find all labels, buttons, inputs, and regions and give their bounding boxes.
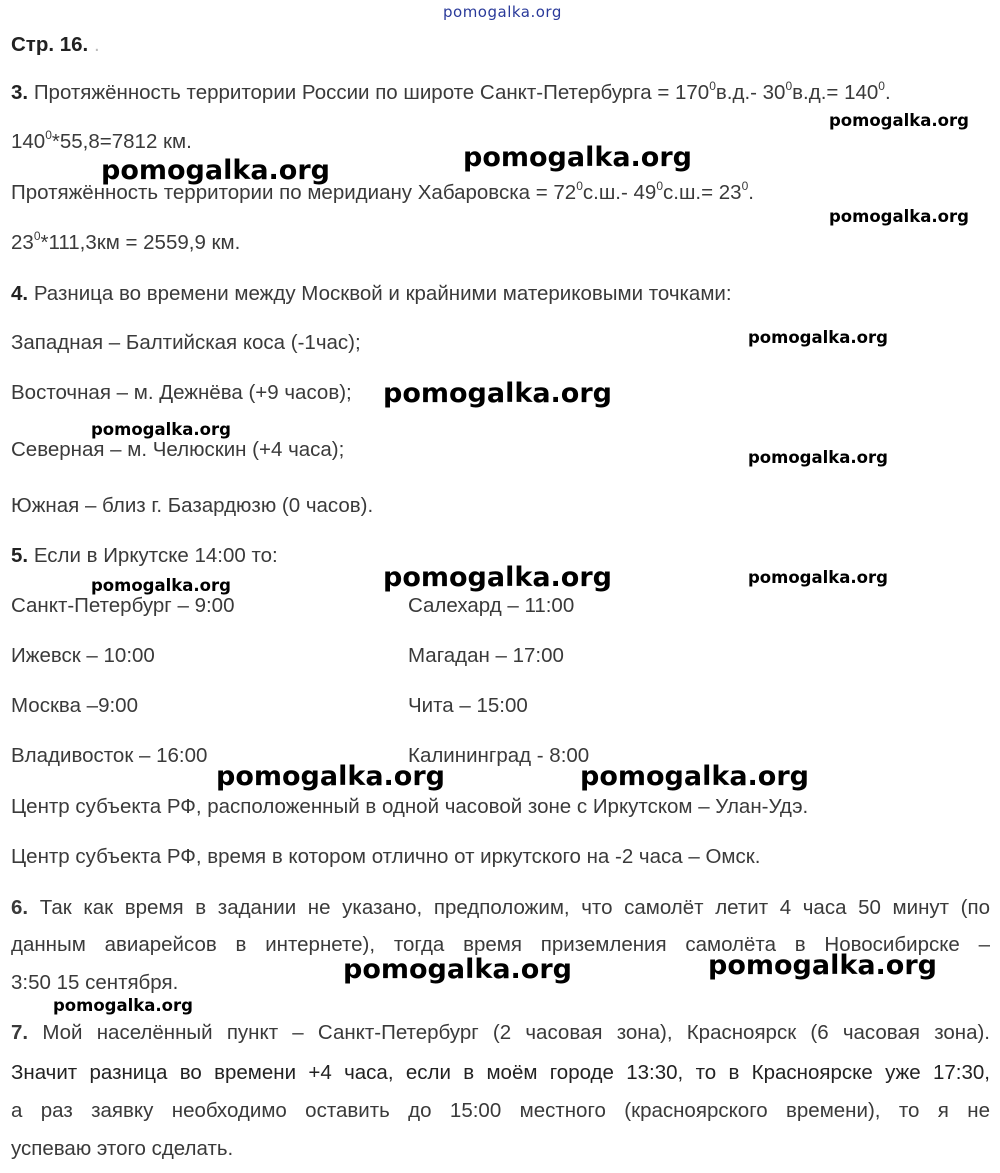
list-item: Западная – Балтийская коса (-1час); bbox=[11, 331, 361, 354]
watermark: pomogalka.org bbox=[580, 761, 809, 792]
time-left: Владивосток – 16:00 bbox=[11, 744, 208, 767]
task3-line2: $140^0*55,8=7812$ км. bbox=[11, 128, 192, 153]
list-item: Северная – м. Челюскин (+4 часа); bbox=[11, 438, 345, 461]
task3-line4: $23^0*111,3км = 2559,9$ км. bbox=[11, 229, 241, 254]
task6-line3: 3:50 15 сентября. bbox=[11, 971, 179, 994]
watermark: pomogalka.org bbox=[708, 950, 937, 981]
task-number: 4. bbox=[11, 282, 29, 305]
task7-line4: успеваю этого сделать. bbox=[11, 1137, 234, 1160]
time-right: Калининград - 8:00 bbox=[408, 744, 590, 767]
time-right: Чита – 15:00 bbox=[408, 694, 528, 717]
task5-intro: 5. Если в Иркутске 14:00 то: bbox=[11, 544, 278, 567]
task-number: 3. bbox=[11, 81, 29, 104]
task-number: 5. bbox=[11, 544, 29, 567]
watermark: pomogalka.org bbox=[748, 568, 888, 587]
task3-line3: Протяжённость территории по меридиану Хабаровска = $72^0с.ш.-$ $49^0с.ш.= 23^0$. bbox=[11, 179, 754, 204]
watermark: pomogalka.org bbox=[383, 378, 612, 409]
task6-line2: данным авиарейсов в интернете), тогда время приземления самолёта в Новосибирске – bbox=[11, 933, 990, 956]
watermark: pomogalka.org bbox=[343, 954, 572, 985]
time-left: Ижевск – 10:00 bbox=[11, 644, 155, 667]
task4-intro: 4. Разница во времени между Москвой и крайними материковыми точками: bbox=[11, 282, 732, 305]
list-item: Восточная – м. Дежнёва (+9 часов); bbox=[11, 381, 352, 404]
watermark: pomogalka.org bbox=[829, 111, 969, 130]
watermark: pomogalka.org bbox=[383, 562, 612, 593]
time-left: Москва –9:00 bbox=[11, 694, 138, 717]
task7-line3: а раз заявку необходимо оставить до 15:00 местного (красноярского времени), то я не bbox=[11, 1099, 990, 1122]
task-number: 6. bbox=[11, 896, 29, 919]
watermark: pomogalka.org bbox=[748, 328, 888, 347]
page-title: Стр. 16. . bbox=[11, 33, 100, 56]
time-right: Магадан – 17:00 bbox=[408, 644, 564, 667]
task7-line1: 7. Мой населённый пункт – Санкт-Петербург (2 часовая зона), Красноярск (6 часовая зона). bbox=[11, 1021, 991, 1044]
watermark-top[interactable]: pomogalka.org bbox=[443, 3, 562, 21]
watermark: pomogalka.org bbox=[53, 996, 193, 1015]
task6-line1: 6. Так как время в задании не указано, предположим, что самолёт летит 4 часа 50 минут (по bbox=[11, 896, 991, 919]
time-right: Салехард – 11:00 bbox=[408, 594, 575, 617]
center-minus2: Центр субъекта РФ, время в котором отлично от иркутского на -2 часа – Омск. bbox=[11, 845, 761, 868]
list-item: Южная – близ г. Базардюзю (0 часов). bbox=[11, 494, 374, 517]
watermark: pomogalka.org bbox=[216, 761, 445, 792]
watermark: pomogalka.org bbox=[748, 448, 888, 467]
task7-line2: Значит разница во времени +4 часа, если в моём городе 13:30, то в Красноярске уже 17:30, bbox=[11, 1061, 990, 1084]
task3-line1: 3. Протяжённость территории России по широте Санкт-Петербурга = $170^0в.д.-$ $30^0в.д.= 140^0$. bbox=[11, 79, 891, 104]
watermark: pomogalka.org bbox=[829, 207, 969, 226]
center-same-zone: Центр субъекта РФ, расположенный в одной часовой зоне с Иркутском – Улан-Удэ. bbox=[11, 795, 809, 818]
task-number: 7. bbox=[11, 1021, 29, 1044]
watermark: pomogalka.org bbox=[91, 420, 231, 439]
watermark: pomogalka.org bbox=[101, 155, 330, 186]
watermark: pomogalka.org bbox=[463, 142, 692, 173]
time-left: Санкт-Петербург – 9:00 bbox=[11, 594, 235, 617]
watermark: pomogalka.org bbox=[91, 576, 231, 595]
